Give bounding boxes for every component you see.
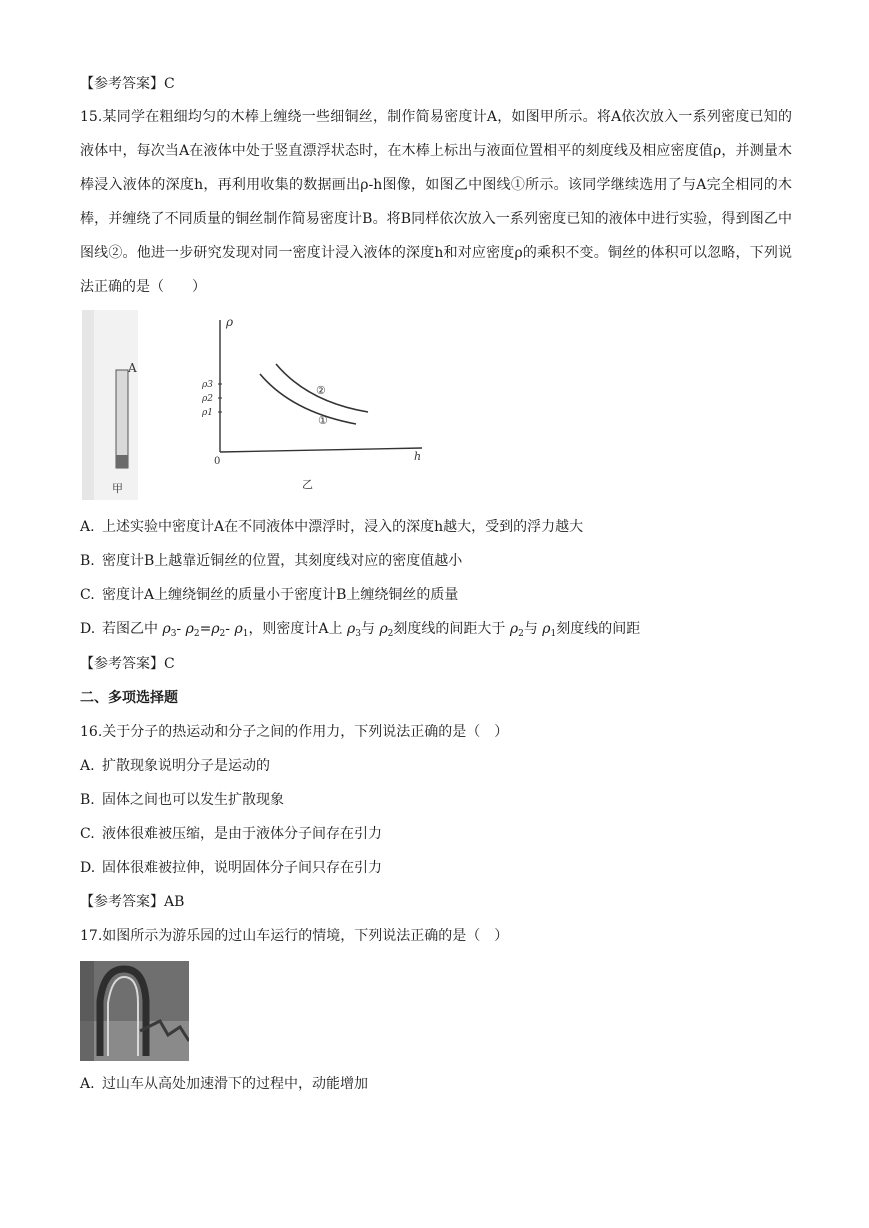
option-text: 固体之间也可以发生扩散现象 [102, 792, 284, 808]
answer-q14: 【参考答案】C [80, 76, 175, 92]
question-15-stem: 15.某同学在粗细均匀的木棒上缠绕一些细铜丝，制作简易密度计A，如图甲所示。将A依次放入一系列密度已知的液体中，每次当A在液体中处于竖直漂浮状态时，在木棒上标出与液面位置相平的刻度线及相应密度值ρ，并测量木棒浸入液体的深度h，再利用收集的数据画出ρ-h图像，如图乙中图线①所示。该同学继续选用了与A完全相同的木棒，并缠绕了不同质量的铜丝制作简易密度计B。将B同样依次放入一系列密度已知的液体中进行实验，得到图乙中图线②。他进一步研究发现对同一密度计浸入液体的深度h和对应密度ρ的乘积不变。铜丝的体积可以忽略，下列说法正确的是（ ） [80, 109, 792, 295]
answer-q15: 【参考答案】C [80, 656, 175, 672]
roller-coaster-photo [80, 961, 189, 1061]
x-axis-label: h [414, 450, 422, 463]
option-text: 液体很难被压缩，是由于液体分子间存在引力 [102, 826, 382, 842]
option-letter: C. [80, 826, 95, 842]
question-17-stem: 17.如图所示为游乐园的过山车运行的情境，下列说法正确的是（ ） [80, 928, 509, 944]
option-16a [80, 756, 270, 776]
caption-jia: 甲 [112, 482, 123, 495]
option-15d [80, 619, 640, 644]
caption-yi: 乙 [302, 478, 313, 491]
option-15c [80, 585, 458, 605]
answer-q16: 【参考答案】AB [80, 894, 185, 910]
curve-1 [260, 374, 356, 424]
option-letter: B. [80, 792, 95, 808]
origin-label: 0 [214, 456, 221, 467]
option-17a [80, 1074, 368, 1094]
section-heading: 二、多项选择题 [80, 690, 178, 706]
option-letter: A. [80, 758, 95, 774]
tick-rho2: ρ2 [202, 394, 214, 404]
wooden-rod [116, 370, 128, 468]
question-16-stem: 16.关于分子的热运动和分子之间的作用力，下列说法正确的是（ ） [80, 724, 509, 740]
figure-yi-rho-h-graph [196, 312, 432, 492]
option-text: 固体很难被拉伸，说明固体分子间只存在引力 [102, 860, 382, 876]
tick-rho3: ρ3 [202, 380, 214, 390]
option-16b [80, 790, 284, 810]
option-text: 过山车从高处加速滑下的过程中，动能增加 [102, 1076, 368, 1092]
option-15b [80, 551, 462, 571]
option-text: 密度计A上缠绕铜丝的质量小于密度计B上缠绕铜丝的质量 [102, 587, 459, 603]
option-16d [80, 858, 382, 878]
option-15a [80, 517, 583, 537]
option-letter: D. [80, 860, 96, 876]
tick-rho1: ρ1 [202, 408, 214, 418]
copper-wire-coil [116, 455, 128, 468]
option-letter: A. [80, 1076, 95, 1092]
x-axis [220, 448, 422, 452]
option-text: 密度计B上越靠近铜丝的位置，其刻度线对应的密度值越小 [102, 553, 463, 569]
option-letter: B. [80, 553, 95, 569]
option-text: 若图乙中 $\rho_3-$ $\rho_2=\rho_2-$ $\rho_1$，则密度计A上 $\rho_3$与 $\rho_2$刻度线的间距大于 $\rho_2$与 $\rho_1$刻度线的间距 [102, 621, 641, 639]
option-text: 扩散现象说明分子是运动的 [102, 758, 270, 774]
label-a: A [128, 361, 137, 375]
figure-jia-densimeter [82, 310, 138, 500]
option-letter: C. [80, 587, 95, 603]
option-16c [80, 824, 382, 844]
option-text: 上述实验中密度计A在不同液体中漂浮时，浸入的深度h越大，受到的浮力越大 [102, 519, 584, 535]
option-letter: A. [80, 519, 95, 535]
y-axis-label: ρ [226, 315, 234, 329]
curve-1-label: ① [318, 414, 328, 427]
curve-2-label: ② [316, 384, 326, 397]
option-letter: D. [80, 621, 96, 637]
